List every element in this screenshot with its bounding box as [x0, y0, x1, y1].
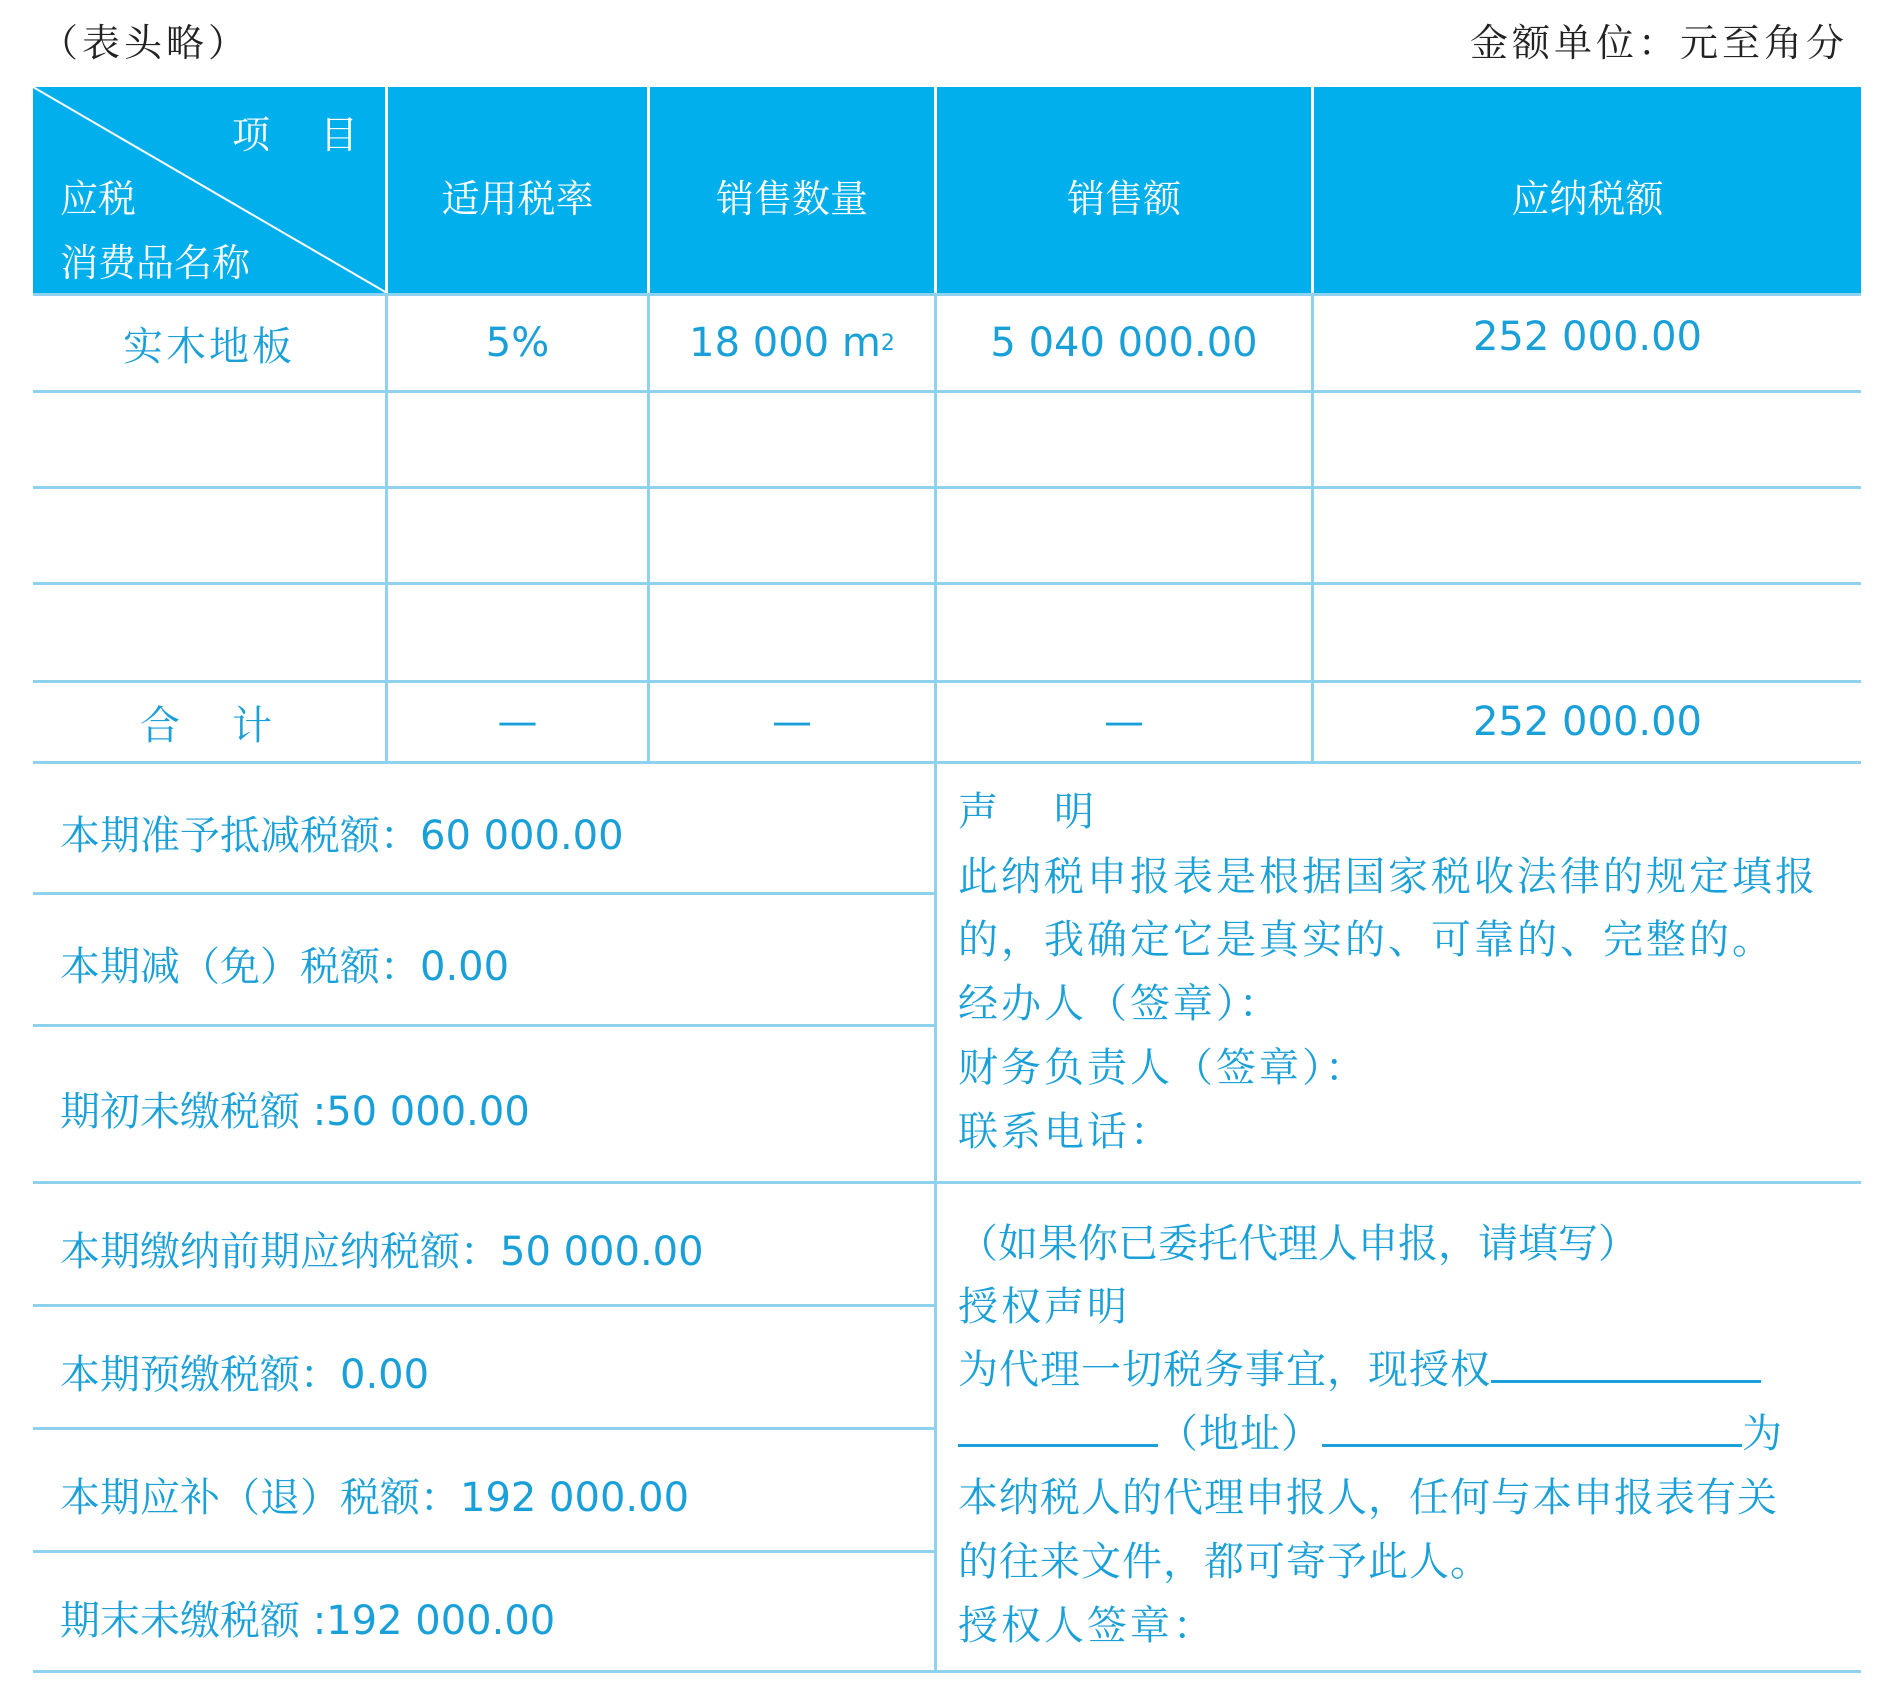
- closing-unpaid-tax: 期末未缴税额 :192 000.00: [60, 1598, 556, 1644]
- deductible-tax-amount: 本期准予抵减税额：60 000.00: [60, 813, 624, 859]
- grid-line: [33, 892, 934, 895]
- amount-unit-note: 金额单位：元至角分: [1470, 21, 1849, 65]
- grid-line: [33, 1181, 1861, 1184]
- grid-line: [33, 582, 1861, 585]
- row-product-name: 实木地板: [123, 323, 295, 370]
- declaration-text-line: 的，我确定它是真实的、可靠的、完整的。: [958, 917, 1775, 963]
- contact-phone-label: 联系电话：: [958, 1109, 1173, 1155]
- finance-head-signature-label: 财务负责人（签章）：: [958, 1045, 1368, 1091]
- row-rate: 5%: [485, 320, 550, 366]
- prepaid-tax-amount: 本期预缴税额：0.00: [60, 1352, 430, 1398]
- total-quantity: —: [772, 699, 812, 745]
- declaration-text-line: 此纳税申报表是根据国家税收法律的规定填报: [958, 854, 1818, 900]
- header-product-name-label: 消费品名称: [60, 241, 251, 285]
- tax-payable-refund: 本期应补（退）税额：192 000.00: [60, 1475, 690, 1521]
- address-label: （地址）: [1158, 1411, 1322, 1457]
- col-header-rate: 适用税率: [441, 177, 594, 221]
- tax-reduction-amount: 本期减（免）税额：0.00: [60, 944, 510, 990]
- declaration-title: 声 明: [958, 789, 1102, 835]
- grid-line: [33, 1304, 934, 1307]
- agent-name-blank-cont[interactable]: [958, 1406, 1158, 1447]
- grid-line: [33, 1670, 1861, 1673]
- opening-unpaid-tax: 期初未缴税额 :50 000.00: [60, 1089, 530, 1135]
- row-quantity: 18 000 m 2: [689, 320, 895, 366]
- authorization-address-line: [958, 1402, 1783, 1459]
- header-item-label: 项 目: [232, 113, 365, 157]
- agent-name-blank[interactable]: [1491, 1342, 1761, 1383]
- authorization-text-line: 本纳税人的代理申报人，任何与本申报表有关: [958, 1475, 1778, 1521]
- authorization-for-text: 为: [1742, 1411, 1783, 1457]
- authorization-title: 授权声明: [958, 1284, 1130, 1330]
- grid-line: [33, 486, 1861, 489]
- prior-period-tax-paid: 本期缴纳前期应纳税额：50 000.00: [60, 1229, 704, 1275]
- header-taxable-label: 应税: [60, 177, 137, 221]
- authorization-text-line: 的往来文件，都可寄予此人。: [958, 1539, 1491, 1585]
- authorization-grant-text: 为代理一切税务事宜，现授权: [958, 1347, 1491, 1393]
- grid-line: [33, 1024, 934, 1027]
- handler-signature-label: 经办人（签章）：: [958, 981, 1282, 1027]
- grid-line: [33, 761, 1861, 764]
- address-blank[interactable]: [1322, 1406, 1742, 1447]
- total-tax-payable: 252 000.00: [1472, 699, 1703, 745]
- row-tax-payable: 252 000.00: [1472, 314, 1703, 360]
- col-header-tax-payable: 应纳税额: [1511, 177, 1664, 221]
- unit-superscript: 2: [880, 330, 895, 356]
- header-omitted-note: （表头略）: [40, 21, 251, 65]
- authorization-text-line: [958, 1338, 1761, 1395]
- grid-line: [33, 1427, 934, 1430]
- grid-line: [934, 293, 937, 1673]
- total-label: 合 计: [140, 702, 278, 749]
- col-header-quantity: 销售数量: [715, 177, 868, 221]
- total-sales: —: [1104, 699, 1144, 745]
- authorization-note: （如果你已委托代理人申报，请填写）: [958, 1221, 1638, 1267]
- grid-line: [33, 390, 1861, 393]
- grid-line: [33, 1550, 934, 1553]
- total-rate: —: [497, 699, 538, 745]
- row-sales: 5 040 000.00: [990, 320, 1258, 366]
- col-header-sales: 销售额: [1066, 177, 1181, 221]
- authorizer-signature-label: 授权人签章：: [958, 1603, 1216, 1649]
